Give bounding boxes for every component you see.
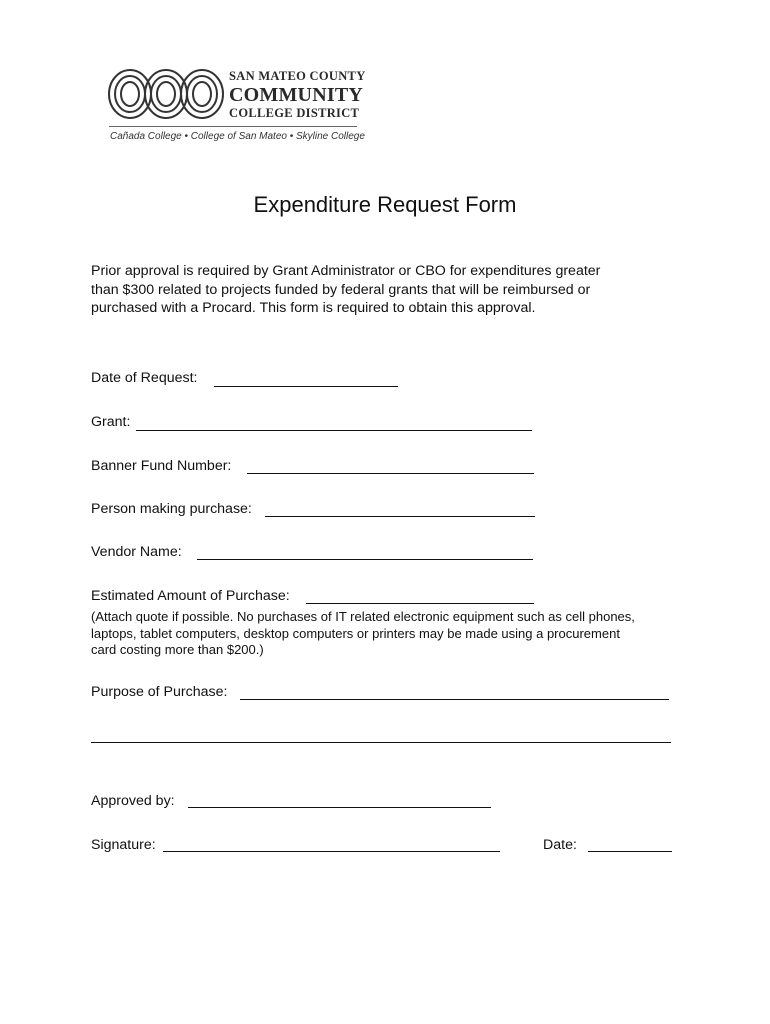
approved-by-label: Approved by: <box>91 793 175 809</box>
estimated-amount-label: Estimated Amount of Purchase: <box>91 588 290 604</box>
person-making-purchase-field[interactable] <box>265 516 535 517</box>
vendor-name-field[interactable] <box>197 559 533 560</box>
logo-colleges: Cañada College • College of San Mateo • Skyline College <box>110 131 365 142</box>
grant-label: Grant: <box>91 414 131 430</box>
logo-divider <box>109 126 357 127</box>
district-logo <box>106 66 366 146</box>
interlocking-rings-icon <box>106 66 228 122</box>
form-title: Expenditure Request Form <box>253 192 517 217</box>
procurement-note <box>91 609 671 659</box>
vendor-name-label: Vendor Name: <box>91 544 182 560</box>
signature-label: Signature: <box>91 837 156 853</box>
note-line: laptops, tablet computers, desktop computers or printers may be made using a procurement <box>91 625 620 641</box>
logo-line-3: COLLEGE DISTRICT <box>229 105 360 120</box>
person-making-purchase-label: Person making purchase: <box>91 501 252 517</box>
date-field[interactable] <box>588 851 672 852</box>
date-of-request-label: Date of Request: <box>91 370 198 386</box>
date-of-request-field[interactable] <box>214 386 398 387</box>
purpose-field-continued[interactable] <box>91 742 671 743</box>
logo-line-2: COMMUNITY <box>229 83 364 106</box>
intro-line: than $300 related to projects funded by federal grants that will be reimbursed or <box>91 281 591 298</box>
banner-fund-number-label: Banner Fund Number: <box>91 458 232 474</box>
intro-line: Prior approval is required by Grant Administrator or CBO for expenditures greater <box>91 263 601 279</box>
estimated-amount-field[interactable] <box>306 603 534 604</box>
date-label: Date: <box>543 837 577 853</box>
signature-field[interactable] <box>163 851 500 852</box>
logo-line-1: SAN MATEO COUNTY <box>229 69 366 83</box>
intro-paragraph <box>91 262 663 318</box>
purpose-field[interactable] <box>240 699 669 700</box>
banner-fund-number-field[interactable] <box>247 473 534 474</box>
grant-field[interactable] <box>136 430 532 431</box>
logo-wordmark <box>229 70 366 119</box>
note-line: card costing more than $200.) <box>91 642 264 657</box>
intro-line: purchased with a Procard. This form is required to obtain this approval. <box>91 300 536 316</box>
note-line: (Attach quote if possible. No purchases of IT related electronic equipment such as cell phones, <box>91 609 635 624</box>
purpose-label: Purpose of Purchase: <box>91 684 228 700</box>
approved-by-field[interactable] <box>188 807 491 808</box>
